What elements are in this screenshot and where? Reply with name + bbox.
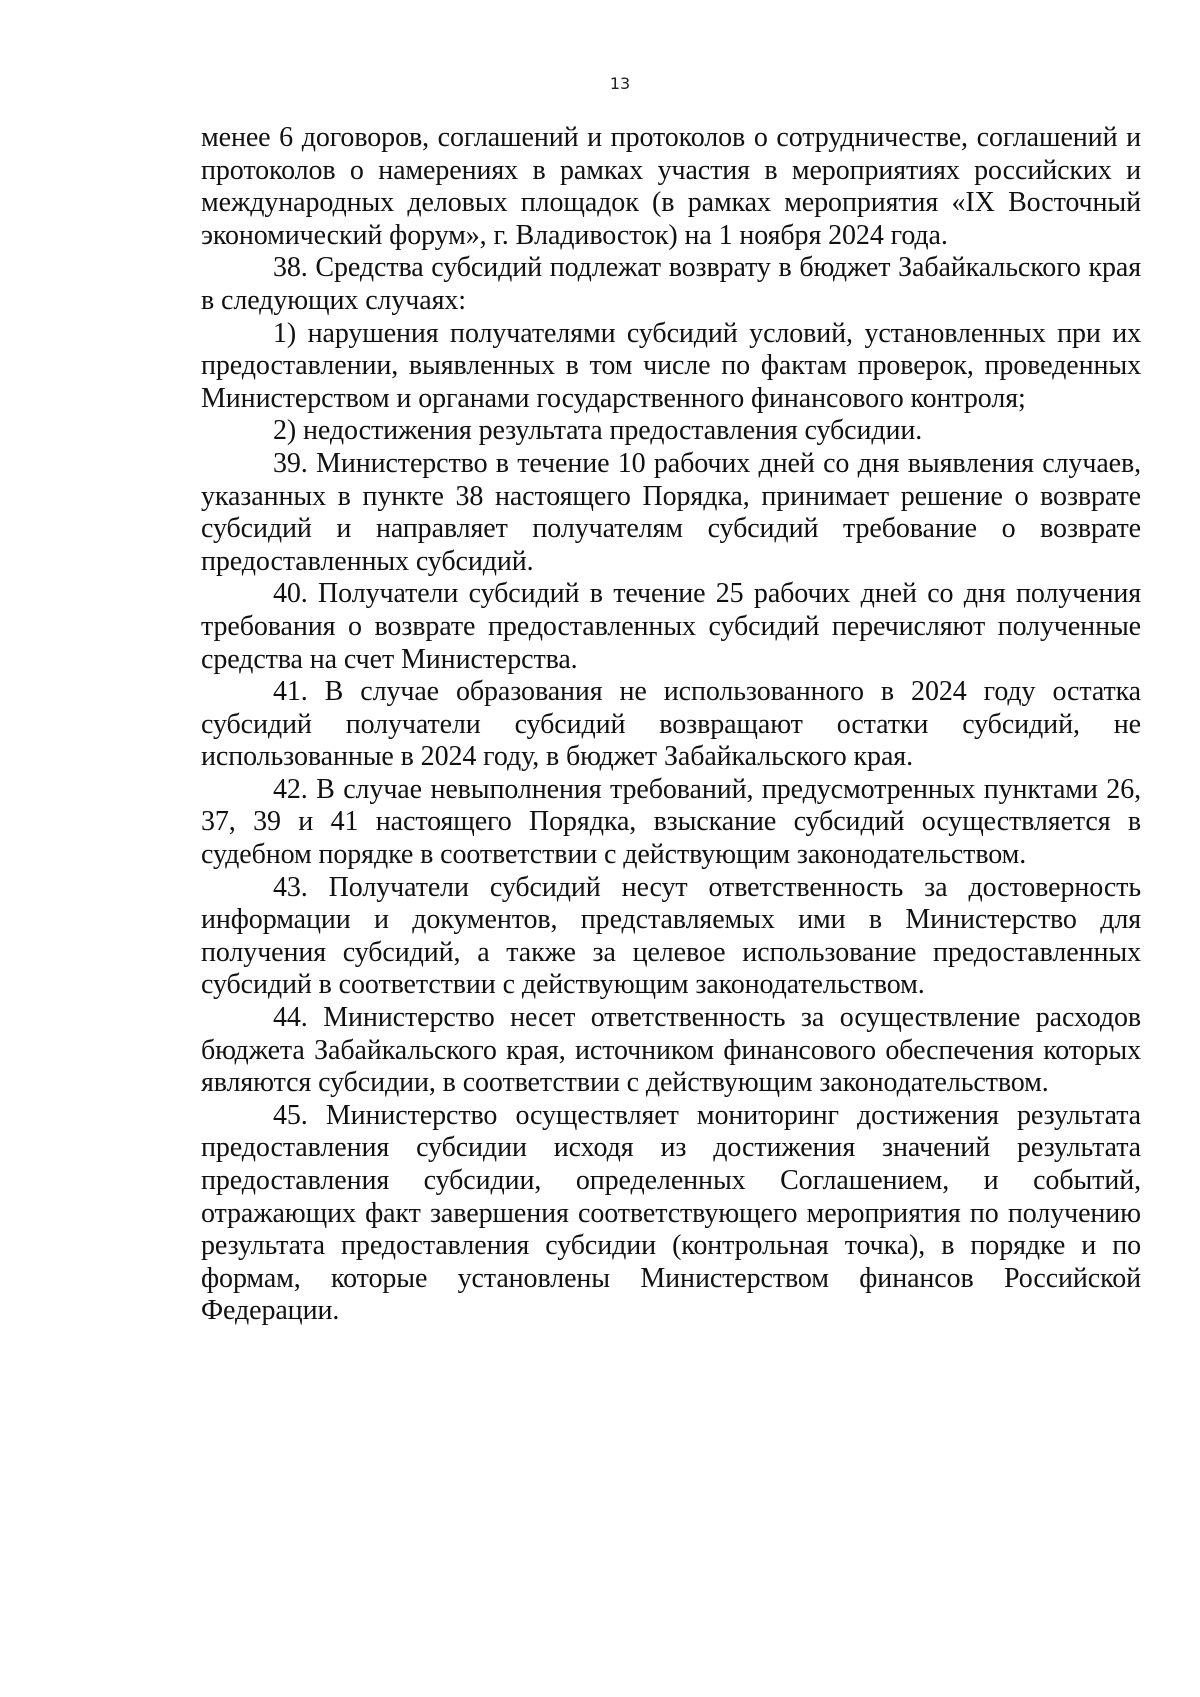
- paragraph-43: 43. Получатели субсидий несут ответственность за достоверность информации и документов, представляемых ими в Министерство для получения субсидий, а также за целевое использование предоставленных субсидий в соответствии с действующим законодательством.: [201, 871, 1141, 1001]
- paragraph-38: 38. Средства субсидий подлежат возврату в бюджет Забайкальского края в следующих случаях:: [201, 252, 1141, 316]
- paragraph-44: 44. Министерство несет ответственность за осуществление расходов бюджета Забайкальского края, источником финансового обеспечения которых являются субсидии, в соответствии с действующим законодательством.: [201, 1002, 1141, 1099]
- document-body: [201, 122, 1141, 1328]
- paragraph-39: 39. Министерство в течение 10 рабочих дней со дня выявления случаев, указанных в пункте 38 настоящего Порядка, принимает решение о возврате субсидий и направляет получателям субсидий требование о возврате предоставленных субсидий.: [201, 447, 1141, 577]
- paragraph-41: 41. В случае образования не использованного в 2024 году остатка субсидий получатели субсидий возвращают остатки субсидий, не использованные в 2024 году, в бюджет Забайкальского края.: [201, 676, 1141, 773]
- paragraph-40: 40. Получатели субсидий в течение 25 рабочих дней со дня получения требования о возврате предоставленных субсидий перечисляют полученные средства на счет Министерства.: [201, 578, 1141, 675]
- paragraph-38-item-2: 2) недостижения результата предоставления субсидии.: [273, 415, 923, 447]
- page-number: 13: [609, 74, 631, 93]
- paragraph-continuation: менее 6 договоров, соглашений и протоколов о сотрудничестве, соглашений и протоколов о намерениях в рамках участия в мероприятиях российских и международных деловых площадок (в рамках мероприятия «IX Восточный экономический форум», г. Владивосток) на 1 ноября 2024 года.: [201, 122, 1141, 251]
- paragraph-38-item-1: 1) нарушения получателями субсидий условий, установленных при их предоставлении, выявленных в том числе по фактам проверок, проведенных Министерством и органами государственного финансового контроля;: [201, 317, 1141, 414]
- paragraph-42: 42. В случае невыполнения требований, предусмотренных пунктами 26, 37, 39 и 41 настоящего Порядка, взыскание субсидий осуществляется в судебном порядке в соответствии с действующим законодательством.: [201, 773, 1141, 871]
- paragraph-45: 45. Министерство осуществляет мониторинг достижения результата предоставления субсидии исходя из достижения значений результата предоставления субсидии, определенных Соглашением, и событий, отражающих факт завершения соответствующего мероприятия по получению результата предоставления субсидии (контрольная точка), в порядке и по формам, которые установлены Министерством финансов Российской Федерации.: [201, 1099, 1141, 1327]
